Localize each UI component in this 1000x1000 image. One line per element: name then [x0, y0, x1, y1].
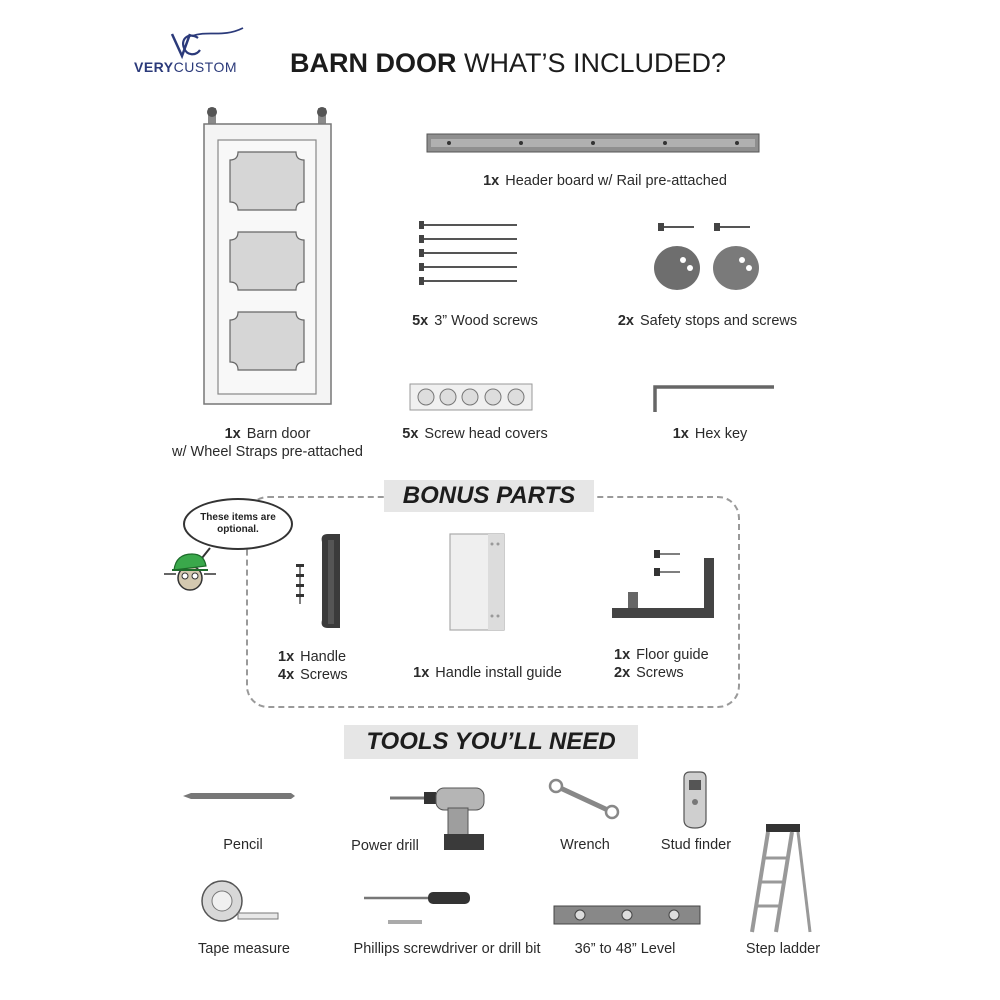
header-board-icon — [427, 134, 759, 152]
level-icon — [554, 906, 700, 924]
screwdriver-icon — [362, 890, 472, 926]
page-title: BARN DOOR WHAT’S INCLUDED? — [290, 48, 727, 78]
tool-pencil: Pencil — [223, 837, 263, 853]
tool-tape-measure: Tape measure — [198, 941, 290, 957]
stud-finder-icon — [680, 770, 710, 830]
optional-note-bubble: These items are optional. — [183, 498, 293, 550]
tape-measure-icon — [200, 879, 280, 923]
floor-guide-caption: 1x Floor guide 2x Screws — [614, 647, 709, 681]
bonus-parts-heading: BONUS PARTS — [384, 480, 594, 512]
tool-step-ladder: Step ladder — [745, 941, 821, 957]
wrench-icon — [550, 780, 620, 820]
hex-key-icon — [652, 384, 776, 414]
tool-level: 36” to 48” Level — [574, 941, 676, 957]
screw-head-covers-icon — [410, 384, 532, 410]
tools-heading: TOOLS YOU’LL NEED — [344, 725, 638, 759]
safety-stops-icon — [650, 218, 770, 298]
safety-stops-caption: 2x Safety stops and screws — [617, 313, 798, 329]
handle-install-guide-icon — [448, 532, 508, 632]
verycustom-logo-icon — [168, 24, 288, 64]
handle-caption: 1x Handle 4x Screws — [278, 649, 348, 683]
floor-guide-icon — [610, 546, 720, 620]
tool-phillips-screwdriver: Phillips screwdriver or drill bit — [353, 941, 541, 957]
mascot-icon — [162, 540, 222, 590]
barn-door-icon — [200, 104, 340, 404]
header-board-caption: 1x Header board w/ Rail pre-attached — [483, 173, 727, 189]
tool-stud-finder: Stud finder — [660, 837, 732, 853]
step-ladder-icon — [748, 822, 814, 934]
wood-screws-icon — [417, 218, 527, 288]
handle-icon — [290, 532, 350, 632]
wood-screws-caption: 5x 3” Wood screws — [412, 313, 538, 329]
tool-wrench: Wrench — [560, 837, 610, 853]
hex-key-caption: 1x Hex key — [672, 426, 748, 442]
screw-head-covers-caption: 5x Screw head covers — [402, 426, 548, 442]
brand-name: VERYCUSTOM — [134, 59, 238, 75]
tool-power-drill: Power drill — [351, 838, 419, 854]
handle-install-guide-caption: 1x Handle install guide — [413, 665, 562, 681]
barn-door-caption: 1x Barn door w/ Wheel Straps pre-attached — [171, 426, 363, 460]
pencil-icon — [183, 792, 295, 800]
